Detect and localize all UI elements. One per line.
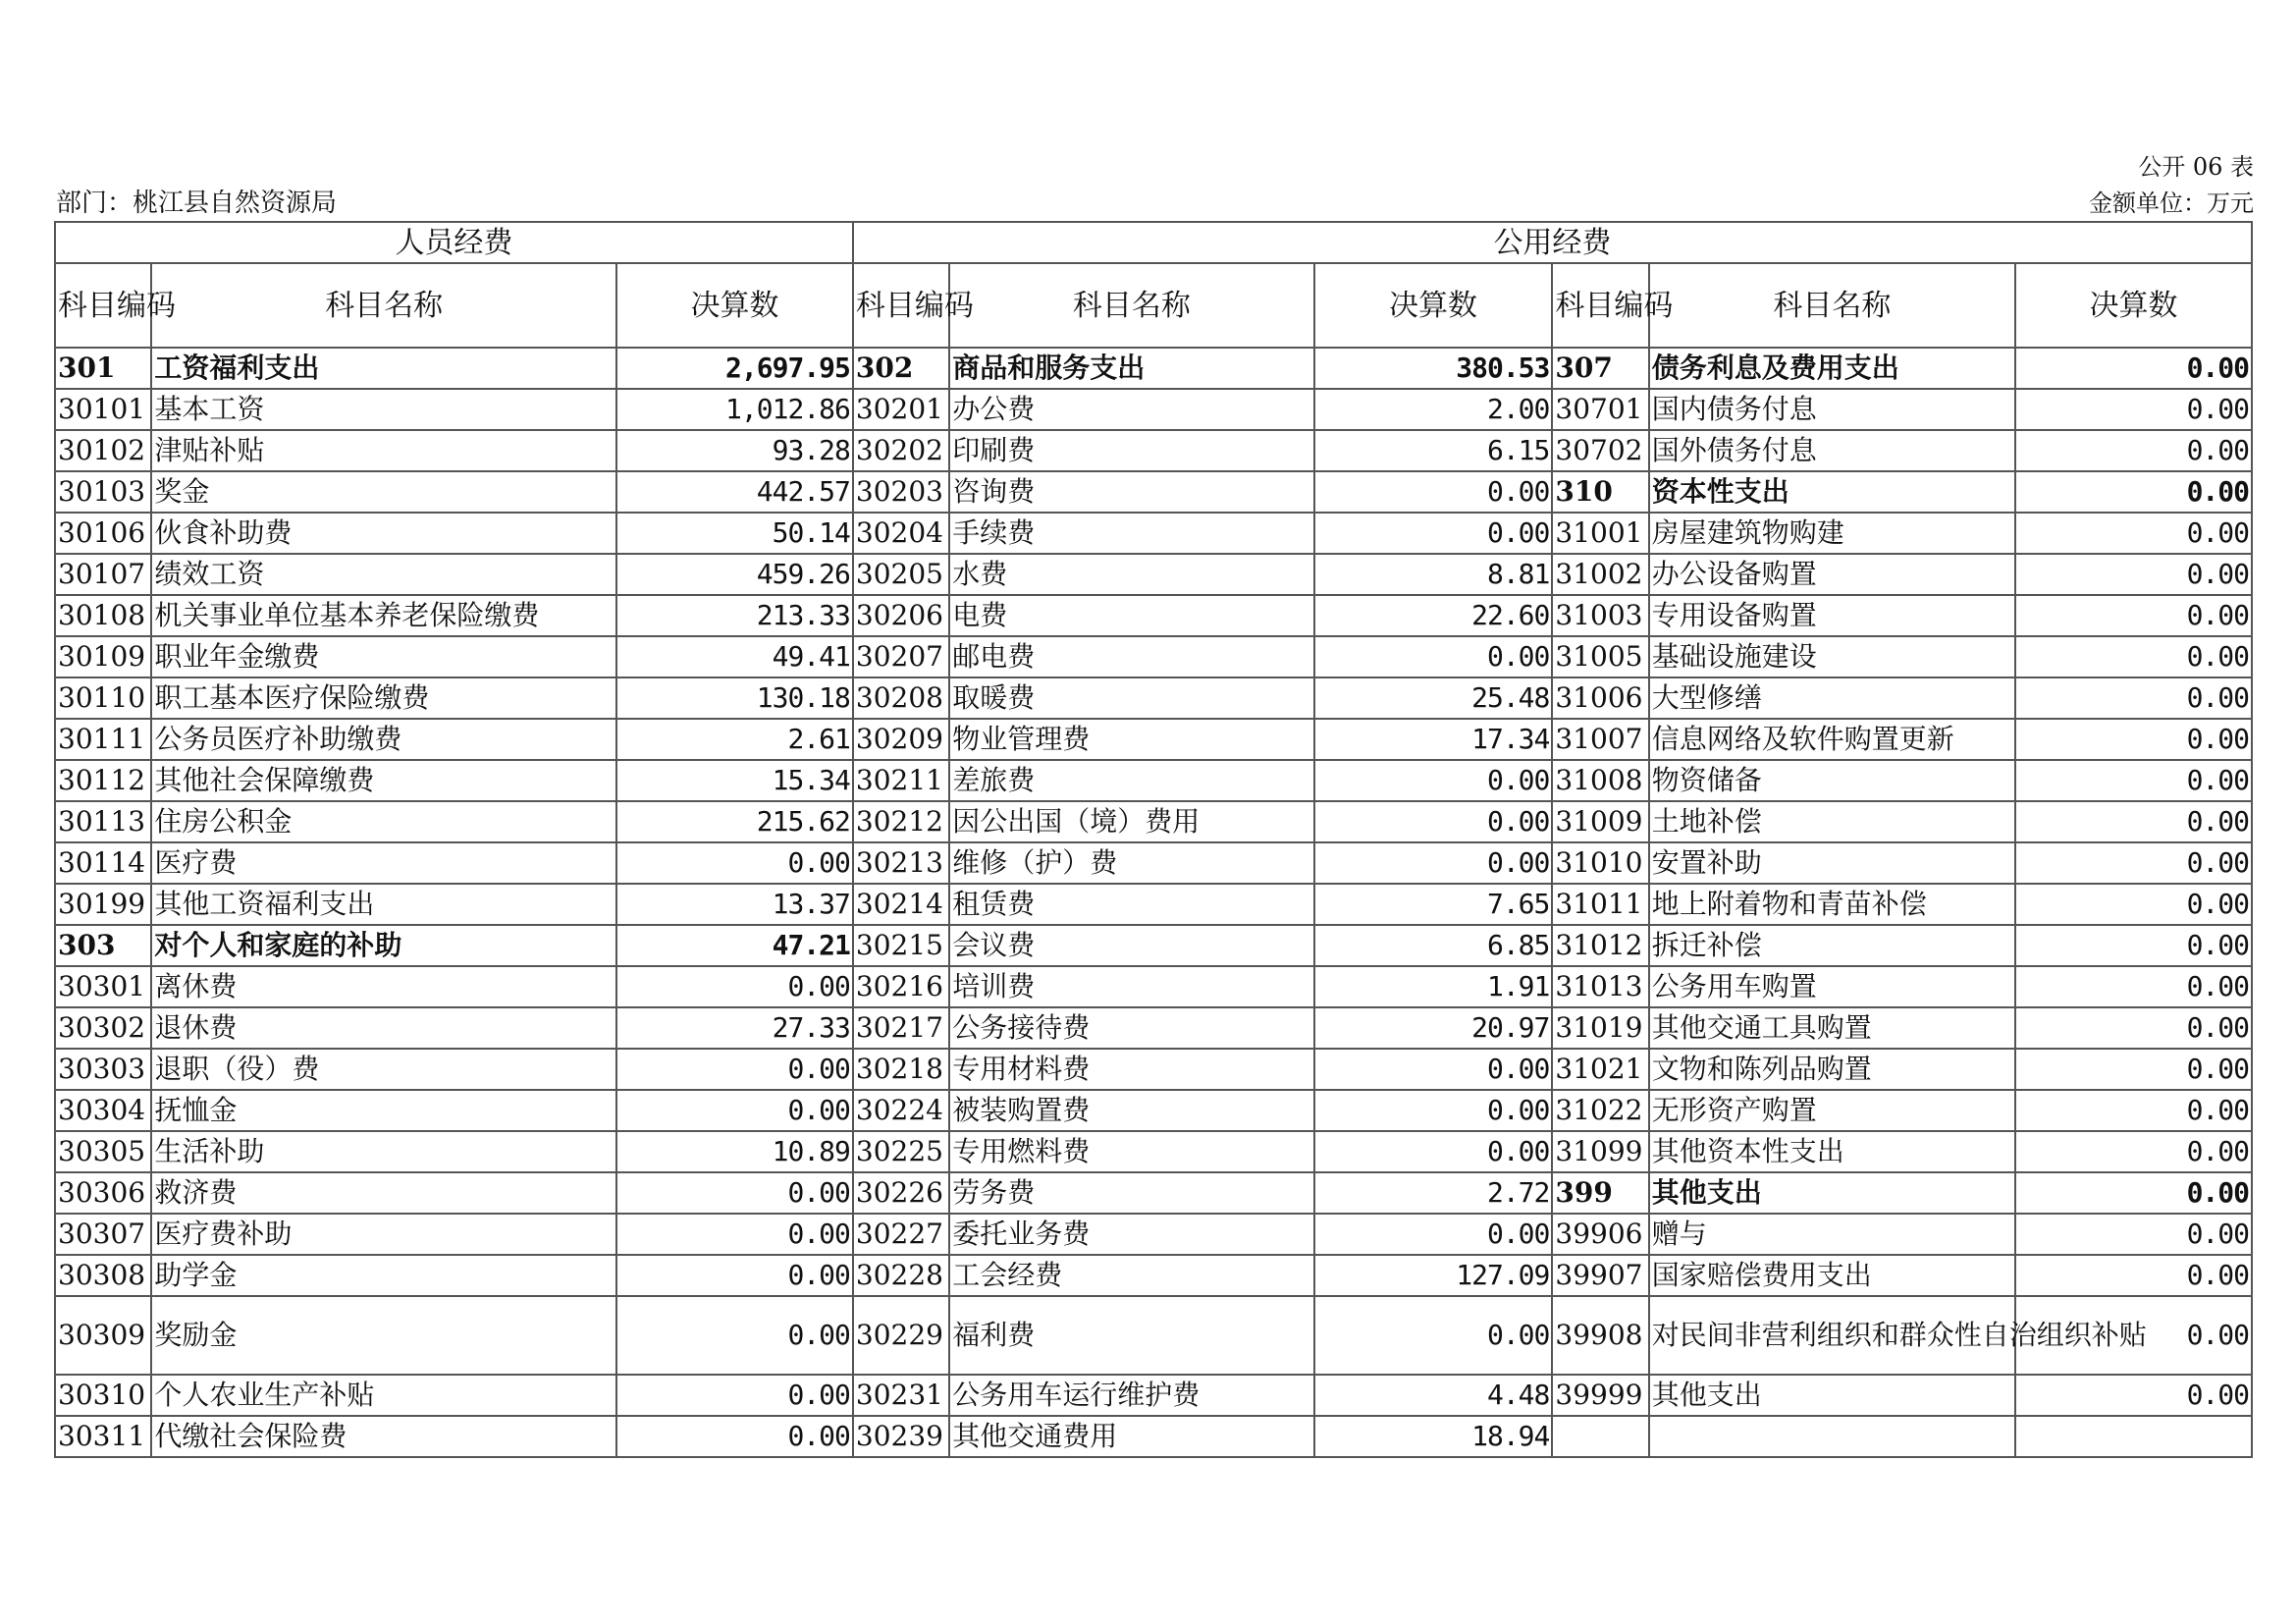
cell-amount: 0.00 — [2015, 554, 2252, 595]
cell-code: 30226 — [853, 1172, 949, 1214]
cell-amount: 17.34 — [1314, 719, 1553, 760]
cell-amount: 0.00 — [2015, 677, 2252, 719]
cell-code: 30701 — [1552, 389, 1648, 430]
cell-amount: 0.00 — [2015, 389, 2252, 430]
cell-amount: 213.33 — [616, 595, 853, 636]
table-row — [55, 1049, 2252, 1090]
cell-amount: 0.00 — [2015, 595, 2252, 636]
table-row — [55, 677, 2252, 719]
cell-name: 职工基本医疗保险缴费 — [151, 677, 616, 719]
cell-amount: 459.26 — [616, 554, 853, 595]
cell-code: 30207 — [853, 636, 949, 677]
cell-code: 30111 — [55, 719, 151, 760]
cell-code: 30308 — [55, 1255, 151, 1296]
cell-amount: 18.94 — [1314, 1416, 1553, 1457]
cell-name: 基础设施建设 — [1649, 636, 2015, 677]
cell-amount: 0.00 — [2015, 1007, 2252, 1049]
cell-name: 国家赔偿费用支出 — [1649, 1255, 2015, 1296]
cell-name: 被装购置费 — [949, 1090, 1313, 1131]
cell-name: 对个人和家庭的补助 — [151, 925, 616, 966]
cell-amount: 0.00 — [2015, 1172, 2252, 1214]
cell-amount: 20.97 — [1314, 1007, 1553, 1049]
cell-name: 退职（役）费 — [151, 1049, 616, 1090]
cell-amount: 0.00 — [616, 1090, 853, 1131]
cell-code: 30301 — [55, 966, 151, 1007]
cell-name: 债务利息及费用支出 — [1649, 348, 2015, 389]
cell-code: 31013 — [1552, 966, 1648, 1007]
cell-name: 生活补助 — [151, 1131, 616, 1172]
cell-code: 30213 — [853, 842, 949, 884]
expenditure-table — [54, 221, 2253, 1458]
cell-code: 30217 — [853, 1007, 949, 1049]
group-header-row — [55, 222, 2252, 263]
table-row — [55, 595, 2252, 636]
table-row — [55, 1007, 2252, 1049]
cell-amount: 127.09 — [1314, 1255, 1553, 1296]
cell-code: 30103 — [55, 471, 151, 513]
cell-code: 31010 — [1552, 842, 1648, 884]
table-row — [55, 1255, 2252, 1296]
cell-code: 30109 — [55, 636, 151, 677]
cell-amount: 0.00 — [616, 842, 853, 884]
cell-amount: 2.00 — [1314, 389, 1553, 430]
cell-amount: 2,697.95 — [616, 348, 853, 389]
cell-name: 文物和陈列品购置 — [1649, 1049, 2015, 1090]
cell-amount: 0.00 — [2015, 801, 2252, 842]
cell-name: 公务接待费 — [949, 1007, 1313, 1049]
cell-amount: 15.34 — [616, 760, 853, 801]
cell-name: 无形资产购置 — [1649, 1090, 2015, 1131]
cell-code: 31099 — [1552, 1131, 1648, 1172]
cell-amount: 0.00 — [1314, 471, 1553, 513]
col-name: 科目名称 — [949, 263, 1313, 348]
cell-amount: 0.00 — [616, 1416, 853, 1457]
cell-name: 工会经费 — [949, 1255, 1313, 1296]
cell-amount: 93.28 — [616, 430, 853, 471]
cell-code: 30107 — [55, 554, 151, 595]
cell-code: 31022 — [1552, 1090, 1648, 1131]
cell-code — [1552, 1416, 1648, 1457]
cell-code: 30204 — [853, 513, 949, 554]
col-code: 科目编码 — [853, 263, 949, 348]
cell-code: 30227 — [853, 1214, 949, 1255]
cell-amount: 0.00 — [2015, 513, 2252, 554]
cell-name: 委托业务费 — [949, 1214, 1313, 1255]
table-row — [55, 884, 2252, 925]
form-id-label: 公开 06 表 — [2138, 153, 2254, 181]
cell-name: 电费 — [949, 595, 1313, 636]
cell-code: 303 — [55, 925, 151, 966]
cell-amount: 47.21 — [616, 925, 853, 966]
cell-code: 30231 — [853, 1375, 949, 1416]
cell-amount: 0.00 — [2015, 636, 2252, 677]
cell-amount: 0.00 — [616, 1172, 853, 1214]
cell-amount: 7.65 — [1314, 884, 1553, 925]
cell-code: 31005 — [1552, 636, 1648, 677]
cell-code: 30310 — [55, 1375, 151, 1416]
table-row — [55, 1214, 2252, 1255]
table-row — [55, 636, 2252, 677]
table-row — [55, 966, 2252, 1007]
cell-amount: 0.00 — [2015, 430, 2252, 471]
cell-name: 其他支出 — [1649, 1375, 2015, 1416]
cell-code: 30114 — [55, 842, 151, 884]
table-row — [55, 430, 2252, 471]
cell-code: 31019 — [1552, 1007, 1648, 1049]
cell-name: 信息网络及软件购置更新 — [1649, 719, 2015, 760]
cell-amount: 442.57 — [616, 471, 853, 513]
cell-name: 劳务费 — [949, 1172, 1313, 1214]
cell-amount: 0.00 — [1314, 1296, 1553, 1375]
cell-amount: 0.00 — [1314, 842, 1553, 884]
cell-code: 30199 — [55, 884, 151, 925]
cell-code: 30311 — [55, 1416, 151, 1457]
cell-code: 30303 — [55, 1049, 151, 1090]
cell-code: 30113 — [55, 801, 151, 842]
cell-name: 商品和服务支出 — [949, 348, 1313, 389]
cell-code: 30209 — [853, 719, 949, 760]
cell-name: 维修（护）费 — [949, 842, 1313, 884]
cell-name — [1649, 1416, 2015, 1457]
cell-code: 30216 — [853, 966, 949, 1007]
cell-name: 离休费 — [151, 966, 616, 1007]
cell-amount: 0.00 — [616, 1296, 853, 1375]
cell-name: 咨询费 — [949, 471, 1313, 513]
cell-amount: 0.00 — [2015, 884, 2252, 925]
cell-name: 医疗费补助 — [151, 1214, 616, 1255]
cell-name: 个人农业生产补贴 — [151, 1375, 616, 1416]
cell-amount: 0.00 — [2015, 1131, 2252, 1172]
cell-code: 31009 — [1552, 801, 1648, 842]
cell-name: 工资福利支出 — [151, 348, 616, 389]
cell-name: 公务用车运行维护费 — [949, 1375, 1313, 1416]
cell-amount: 130.18 — [616, 677, 853, 719]
cell-code: 302 — [853, 348, 949, 389]
cell-amount: 0.00 — [2015, 1049, 2252, 1090]
cell-name: 其他工资福利支出 — [151, 884, 616, 925]
cell-name: 公务用车购置 — [1649, 966, 2015, 1007]
cell-code: 30112 — [55, 760, 151, 801]
cell-amount: 0.00 — [616, 966, 853, 1007]
cell-code: 30304 — [55, 1090, 151, 1131]
cell-name: 租赁费 — [949, 884, 1313, 925]
cell-amount: 0.00 — [1314, 1049, 1553, 1090]
cell-name: 培训费 — [949, 966, 1313, 1007]
cell-code: 30201 — [853, 389, 949, 430]
cell-amount: 0.00 — [1314, 1090, 1553, 1131]
col-name: 科目名称 — [151, 263, 616, 348]
cell-amount: 6.85 — [1314, 925, 1553, 966]
cell-amount: 0.00 — [2015, 842, 2252, 884]
cell-name: 绩效工资 — [151, 554, 616, 595]
table-row — [55, 1172, 2252, 1214]
cell-name: 住房公积金 — [151, 801, 616, 842]
column-header-row — [55, 263, 2252, 348]
cell-name: 专用燃料费 — [949, 1131, 1313, 1172]
cell-code: 30239 — [853, 1416, 949, 1457]
cell-name: 福利费 — [949, 1296, 1313, 1375]
cell-amount: 0.00 — [2015, 1214, 2252, 1255]
cell-name: 物业管理费 — [949, 719, 1313, 760]
cell-code: 30102 — [55, 430, 151, 471]
cell-code: 30218 — [853, 1049, 949, 1090]
cell-code: 39999 — [1552, 1375, 1648, 1416]
table-row — [55, 1090, 2252, 1131]
cell-code: 30306 — [55, 1172, 151, 1214]
cell-code: 31007 — [1552, 719, 1648, 760]
cell-name: 土地补偿 — [1649, 801, 2015, 842]
cell-name: 物资储备 — [1649, 760, 2015, 801]
cell-name: 差旅费 — [949, 760, 1313, 801]
group-public: 公用经费 — [853, 222, 2252, 263]
cell-code: 30208 — [853, 677, 949, 719]
cell-name: 伙食补助费 — [151, 513, 616, 554]
cell-code: 30225 — [853, 1131, 949, 1172]
cell-code: 301 — [55, 348, 151, 389]
cell-code: 31021 — [1552, 1049, 1648, 1090]
cell-name: 代缴社会保险费 — [151, 1416, 616, 1457]
cell-name: 水费 — [949, 554, 1313, 595]
cell-name: 办公设备购置 — [1649, 554, 2015, 595]
cell-name: 奖励金 — [151, 1296, 616, 1375]
cell-amount: 22.60 — [1314, 595, 1553, 636]
cell-name: 助学金 — [151, 1255, 616, 1296]
cell-amount: 0.00 — [1314, 1214, 1553, 1255]
table-row — [55, 471, 2252, 513]
cell-amount: 0.00 — [616, 1049, 853, 1090]
cell-code: 30101 — [55, 389, 151, 430]
table-row — [55, 1375, 2252, 1416]
col-amount: 决算数 — [2015, 263, 2252, 348]
cell-code: 310 — [1552, 471, 1648, 513]
cell-amount: 0.00 — [1314, 801, 1553, 842]
cell-name: 赠与 — [1649, 1214, 2015, 1255]
cell-name: 其他交通费用 — [949, 1416, 1313, 1457]
cell-code: 39908 — [1552, 1296, 1648, 1375]
cell-name: 对民间非营利组织和群众性自治组织补贴 — [1649, 1296, 2015, 1375]
department-label: 部门：桃江县自然资源局 — [56, 189, 338, 218]
cell-code: 30228 — [853, 1255, 949, 1296]
table-row — [55, 389, 2252, 430]
cell-amount: 4.48 — [1314, 1375, 1553, 1416]
col-code: 科目编码 — [1552, 263, 1648, 348]
cell-amount: 0.00 — [2015, 966, 2252, 1007]
cell-name: 其他交通工具购置 — [1649, 1007, 2015, 1049]
cell-code: 30309 — [55, 1296, 151, 1375]
cell-amount — [2015, 1416, 2252, 1457]
cell-amount: 0.00 — [2015, 348, 2252, 389]
cell-name: 邮电费 — [949, 636, 1313, 677]
table-row — [55, 554, 2252, 595]
cell-code: 30224 — [853, 1090, 949, 1131]
cell-name: 资本性支出 — [1649, 471, 2015, 513]
cell-name: 国外债务付息 — [1649, 430, 2015, 471]
cell-code: 39906 — [1552, 1214, 1648, 1255]
cell-amount: 0.00 — [2015, 760, 2252, 801]
col-amount: 决算数 — [616, 263, 853, 348]
cell-amount: 0.00 — [1314, 636, 1553, 677]
cell-amount: 0.00 — [616, 1255, 853, 1296]
cell-name: 国内债务付息 — [1649, 389, 2015, 430]
cell-code: 30106 — [55, 513, 151, 554]
cell-amount: 0.00 — [2015, 471, 2252, 513]
table-row — [55, 842, 2252, 884]
cell-code: 30214 — [853, 884, 949, 925]
cell-amount: 0.00 — [2015, 925, 2252, 966]
cell-amount: 2.61 — [616, 719, 853, 760]
cell-name: 会议费 — [949, 925, 1313, 966]
cell-amount: 2.72 — [1314, 1172, 1553, 1214]
table-row — [55, 801, 2252, 842]
cell-code: 30202 — [853, 430, 949, 471]
cell-amount: 10.89 — [616, 1131, 853, 1172]
cell-name: 机关事业单位基本养老保险缴费 — [151, 595, 616, 636]
cell-name: 奖金 — [151, 471, 616, 513]
group-personnel: 人员经费 — [55, 222, 853, 263]
cell-name: 其他支出 — [1649, 1172, 2015, 1214]
cell-amount: 50.14 — [616, 513, 853, 554]
cell-name: 安置补助 — [1649, 842, 2015, 884]
cell-amount: 8.81 — [1314, 554, 1553, 595]
cell-name: 职业年金缴费 — [151, 636, 616, 677]
cell-amount: 0.00 — [616, 1375, 853, 1416]
cell-name: 专用材料费 — [949, 1049, 1313, 1090]
cell-code: 39907 — [1552, 1255, 1648, 1296]
table-row — [55, 1131, 2252, 1172]
cell-code: 30108 — [55, 595, 151, 636]
cell-code: 30305 — [55, 1131, 151, 1172]
cell-amount: 0.00 — [2015, 1296, 2252, 1375]
cell-code: 30307 — [55, 1214, 151, 1255]
table-row — [55, 1296, 2252, 1375]
cell-amount: 13.37 — [616, 884, 853, 925]
table-row — [55, 925, 2252, 966]
col-name: 科目名称 — [1649, 263, 2015, 348]
cell-code: 30206 — [853, 595, 949, 636]
cell-amount: 0.00 — [1314, 1131, 1553, 1172]
cell-code: 307 — [1552, 348, 1648, 389]
cell-name: 手续费 — [949, 513, 1313, 554]
cell-code: 31001 — [1552, 513, 1648, 554]
cell-name: 津贴补贴 — [151, 430, 616, 471]
table-row — [55, 513, 2252, 554]
cell-amount: 0.00 — [2015, 1375, 2252, 1416]
cell-code: 31006 — [1552, 677, 1648, 719]
cell-amount: 215.62 — [616, 801, 853, 842]
cell-amount: 0.00 — [616, 1214, 853, 1255]
table-row — [55, 348, 2252, 389]
cell-name: 抚恤金 — [151, 1090, 616, 1131]
cell-name: 专用设备购置 — [1649, 595, 2015, 636]
cell-name: 其他社会保障缴费 — [151, 760, 616, 801]
table-row — [55, 760, 2252, 801]
cell-amount: 27.33 — [616, 1007, 853, 1049]
cell-name: 办公费 — [949, 389, 1313, 430]
cell-amount: 6.15 — [1314, 430, 1553, 471]
col-amount: 决算数 — [1314, 263, 1553, 348]
cell-name: 退休费 — [151, 1007, 616, 1049]
cell-name: 拆迁补偿 — [1649, 925, 2015, 966]
cell-name: 大型修缮 — [1649, 677, 2015, 719]
cell-code: 30215 — [853, 925, 949, 966]
table-row — [55, 1416, 2252, 1457]
unit-label: 金额单位：万元 — [2089, 189, 2254, 217]
cell-code: 30302 — [55, 1007, 151, 1049]
cell-amount: 380.53 — [1314, 348, 1553, 389]
cell-code: 30702 — [1552, 430, 1648, 471]
cell-code: 30110 — [55, 677, 151, 719]
cell-code: 31003 — [1552, 595, 1648, 636]
cell-name: 印刷费 — [949, 430, 1313, 471]
cell-name: 地上附着物和青苗补偿 — [1649, 884, 2015, 925]
cell-code: 30205 — [853, 554, 949, 595]
cell-amount: 0.00 — [2015, 719, 2252, 760]
cell-name: 其他资本性支出 — [1649, 1131, 2015, 1172]
cell-amount: 0.00 — [2015, 1255, 2252, 1296]
cell-code: 31012 — [1552, 925, 1648, 966]
cell-code: 399 — [1552, 1172, 1648, 1214]
cell-amount: 0.00 — [1314, 760, 1553, 801]
cell-amount: 25.48 — [1314, 677, 1553, 719]
cell-name: 因公出国（境）费用 — [949, 801, 1313, 842]
cell-code: 30211 — [853, 760, 949, 801]
cell-name: 救济费 — [151, 1172, 616, 1214]
table-row — [55, 719, 2252, 760]
cell-name: 公务员医疗补助缴费 — [151, 719, 616, 760]
cell-amount: 1,012.86 — [616, 389, 853, 430]
cell-code: 31011 — [1552, 884, 1648, 925]
cell-amount: 0.00 — [1314, 513, 1553, 554]
cell-name: 医疗费 — [151, 842, 616, 884]
cell-code: 30229 — [853, 1296, 949, 1375]
cell-code: 31002 — [1552, 554, 1648, 595]
cell-name: 基本工资 — [151, 389, 616, 430]
cell-code: 31008 — [1552, 760, 1648, 801]
cell-name: 取暖费 — [949, 677, 1313, 719]
cell-amount: 1.91 — [1314, 966, 1553, 1007]
cell-code: 30212 — [853, 801, 949, 842]
cell-amount: 0.00 — [2015, 1090, 2252, 1131]
cell-amount: 49.41 — [616, 636, 853, 677]
cell-name: 房屋建筑物购建 — [1649, 513, 2015, 554]
cell-code: 30203 — [853, 471, 949, 513]
col-code: 科目编码 — [55, 263, 151, 348]
